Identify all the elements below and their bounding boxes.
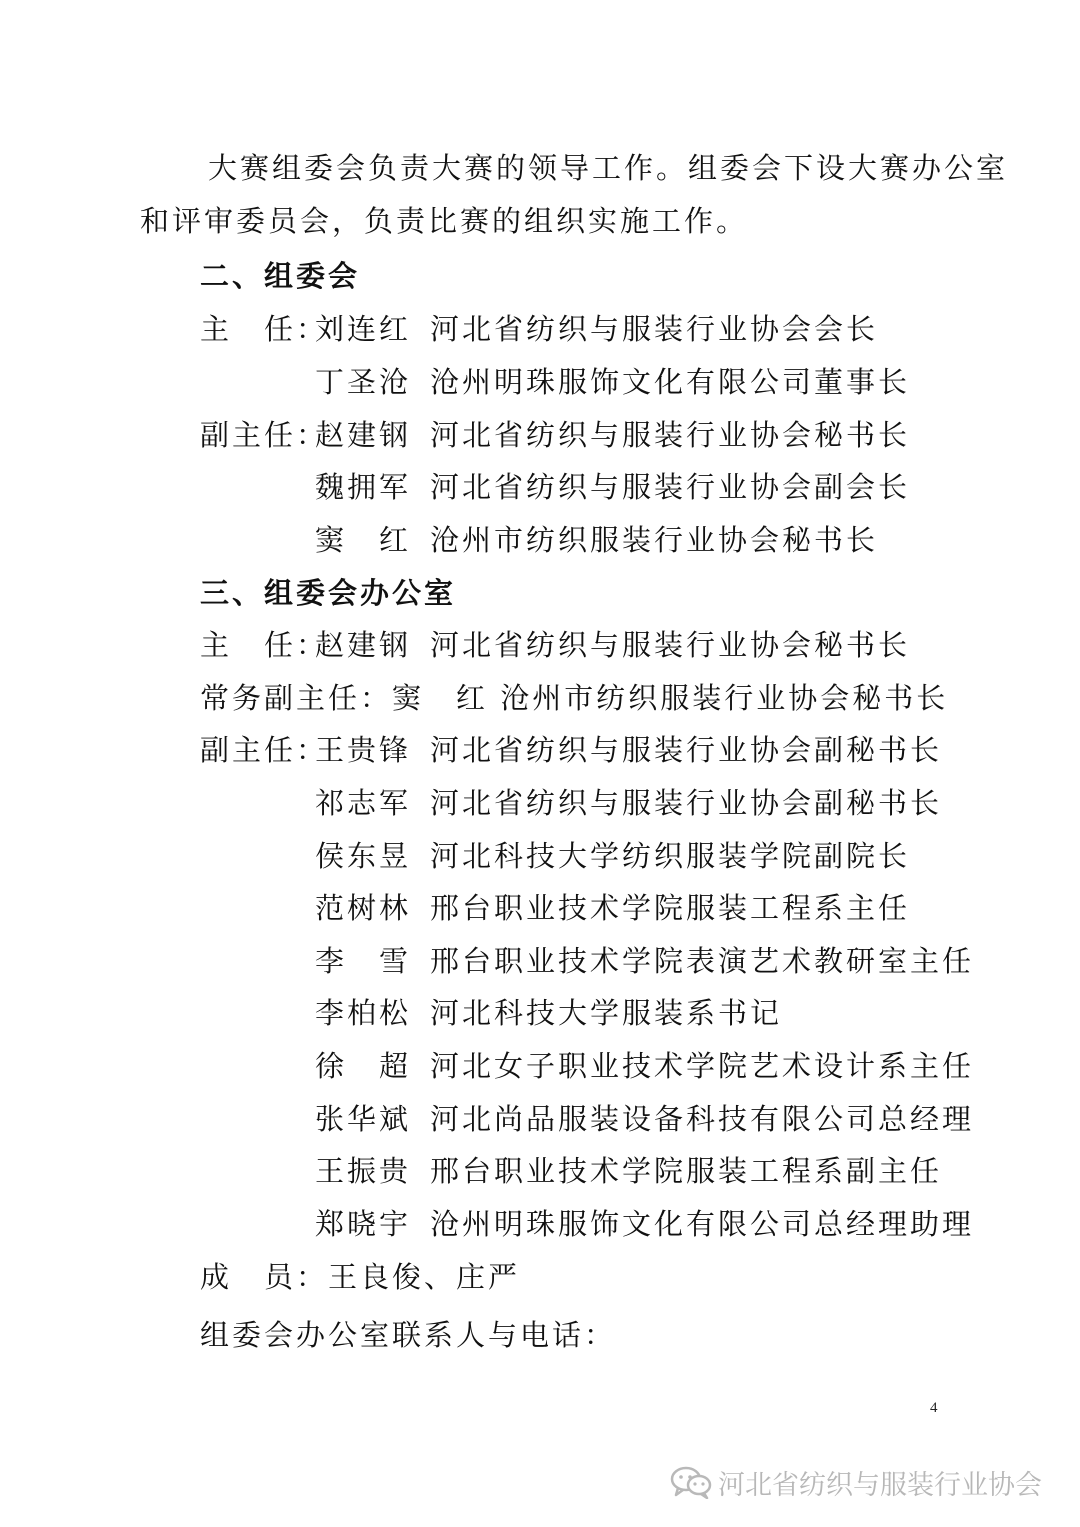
- watermark-text: 河北省纺织与服装行业协会: [718, 1469, 1042, 1501]
- wechat-watermark: [670, 1462, 1070, 1502]
- page-number: 4: [930, 1400, 938, 1416]
- document-page: 大赛组委会负责大赛的领导工作。组委会下设大赛办公室 和评审委员会，负责比赛的组织实施工作。 二、组委会 主 任： 刘连红 河北省纺织与服装行业协会会长 丁圣沧 沧州明珠服饰文化有限公司董事长 副主任： 赵建钢 河北省纺织与服装行业协会秘书长 魏拥军 河北省纺织与服装行业协会副会长 窦 红 沧州市纺织服装行业协会秘书长 三、组委会办公室 主 任： 赵建钢 河北省纺织与服装行业协会秘书长 常务副主任：窦 红 沧州市纺织服装行业协会秘书长 副主任： 王贵锋 河北省纺织与服装行业协会副秘书长 祁志军 河北省纺织与服装行业协会副秘书长 侯东昱 河北科技大学纺织服装学院副院长 范树林 邢台职业技术学院服装工程系主任 李 雪 邢台职业技术学院表演艺术教研室主任 李柏松 河北科技大学服装系书记 徐 超 河北女子职业技术学院艺术设计系主任 张华斌 河北尚品服装设备科技有限公司总经理 王振贵 邢台职业技术学院服装工程系副主任 郑晓宇 沧州明珠服饰文化有限公司总经理助理 成 员：王良俊、庄严 组委会办公室联系人与电话： 4 河北省纺织与服装行业协会: [0, 0, 1080, 1527]
- wechat-icon: [670, 1465, 712, 1499]
